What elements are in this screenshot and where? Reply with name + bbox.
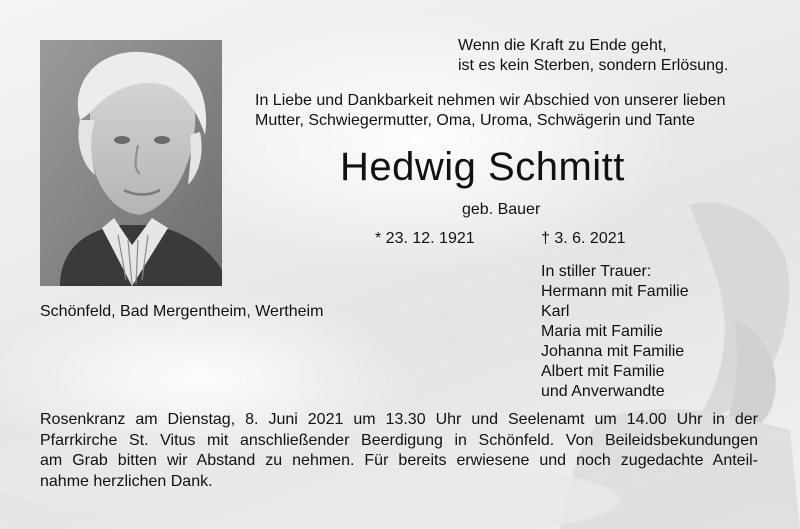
mourner-entry: Johanna mit Familie: [541, 343, 685, 360]
funeral-service-details: [40, 410, 758, 492]
place-names: Schönfeld, Bad Mergentheim, Wertheim: [40, 303, 324, 320]
mourner-entry: Hermann mit Familie: [541, 283, 689, 300]
memorial-quote: [458, 36, 728, 76]
service-line: Pfarrkirche St. Vitus mit anschließender Beerdigung in Schönfeld. Von Beileidsbekundungen: [40, 431, 758, 449]
quote-line: ist es kein Sterben, sondern Erlösung.: [458, 57, 729, 74]
mourner-entry: Karl: [541, 303, 570, 320]
mourners-list: [541, 262, 689, 402]
quote-line: Wenn die Kraft zu Ende geht,: [458, 37, 667, 54]
birth-name: geb. Bauer: [462, 201, 541, 218]
intro-line: In Liebe und Dankbarkeit nehmen wir Abschied von unserer lieben: [255, 92, 726, 109]
mourners-heading: In stiller Trauer:: [541, 263, 652, 280]
mourner-entry: Maria mit Familie: [541, 323, 663, 340]
mourner-entry: Albert mit Familie: [541, 363, 665, 380]
portrait-photo: [40, 40, 222, 286]
mourner-entry: und Anverwandte: [541, 383, 665, 400]
service-line: Rosenkranz am Dienstag, 8. Juni 2021 um 13.30 Uhr und Seelenamt um 14.00 Uhr in der: [40, 411, 758, 428]
farewell-intro: [255, 91, 726, 131]
death-date: † 3. 6. 2021: [541, 230, 626, 247]
service-line: nahme herzlichen Dank.: [40, 472, 213, 490]
intro-line: Mutter, Schwiegermutter, Oma, Uroma, Schwägerin und Tante: [255, 112, 695, 129]
deceased-name: Hedwig Schmitt: [340, 145, 625, 189]
birth-date: * 23. 12. 1921: [375, 230, 475, 247]
service-line: am Grab bitten wir Abstand zu nehmen. Für bereits erwiesene und noch zugedachte Anteil-: [40, 452, 758, 469]
